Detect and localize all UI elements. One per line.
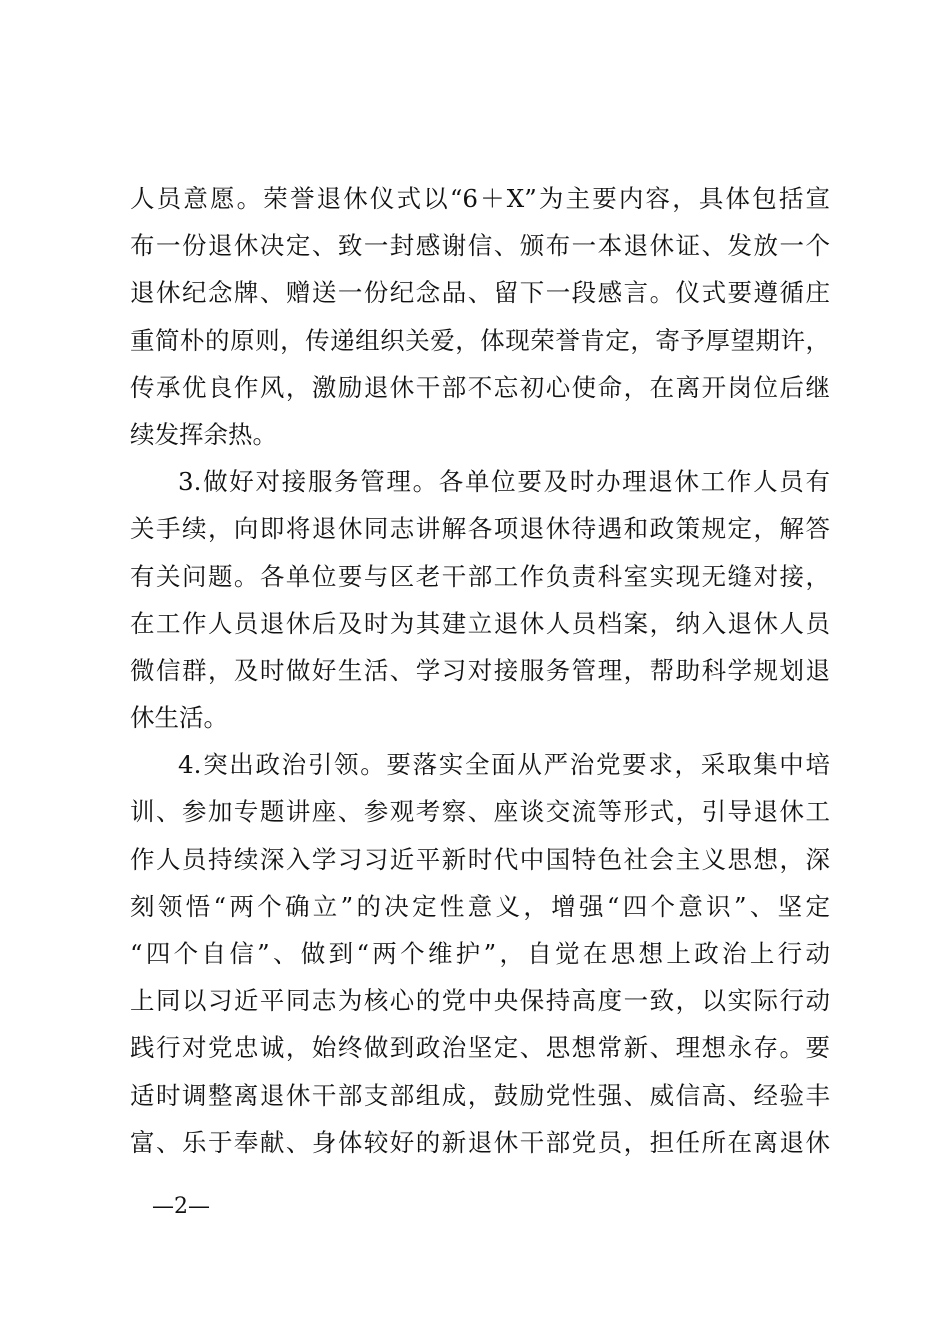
- text-line: 休生活。: [130, 703, 228, 733]
- text-line: 3.做好对接服务管理。各单位要及时办理退休工作人员有: [178, 467, 830, 497]
- text-line: 作人员持续深入学习习近平新时代中国特色社会主义思想，深: [130, 844, 830, 874]
- paragraph: [130, 741, 830, 1166]
- page-number: —2—: [152, 1194, 210, 1219]
- text-line: 关手续，向即将退休同志讲解各项退休待遇和政策规定，解答: [130, 514, 830, 544]
- text-line: 人员意愿。荣誉退休仪式以“6＋X”为主要内容，具体包括宣: [130, 184, 830, 213]
- text-line: 布一份退休决定、致一封感谢信、颁布一本退休证、发放一个: [130, 231, 830, 261]
- text-line: 微信群，及时做好生活、学习对接服务管理，帮助科学规划退: [130, 655, 830, 685]
- paragraph: [130, 175, 830, 458]
- text-line: 刻领悟“两个确立”的决定性意义，增强“四个意识”、坚定: [130, 891, 830, 921]
- text-line: 富、乐于奉献、身体较好的新退休干部党员，担任所在离退休: [130, 1127, 830, 1157]
- text-line: “四个自信”、做到“两个维护”，自觉在思想上政治上行动: [130, 939, 830, 968]
- text-line: 退休纪念牌、赠送一份纪念品、留下一段感言。仪式要遵循庄: [130, 278, 830, 308]
- text-line: 续发挥余热。: [130, 419, 277, 449]
- text-line: 适时调整离退休干部支部组成，鼓励党性强、威信高、经验丰: [130, 1080, 830, 1110]
- text-line: 有关问题。各单位要与区老干部工作负责科室实现无缝对接，: [130, 561, 830, 591]
- text-line: 践行对党忠诚，始终做到政治坚定、思想常新、理想永存。要: [130, 1033, 830, 1063]
- text-line: 传承优良作风，激励退休干部不忘初心使命，在离开岗位后继: [130, 372, 830, 402]
- body-text: [130, 175, 830, 1166]
- text-line: 4.突出政治引领。要落实全面从严治党要求，采取集中培: [178, 750, 830, 780]
- text-line: 训、参加专题讲座、参观考察、座谈交流等形式，引导退休工: [130, 797, 830, 827]
- paragraph: [130, 458, 830, 741]
- text-line: 上同以习近平同志为核心的党中央保持高度一致，以实际行动: [130, 986, 830, 1016]
- text-line: 在工作人员退休后及时为其建立退休人员档案，纳入退休人员: [130, 608, 830, 638]
- text-line: 重简朴的原则，传递组织关爱，体现荣誉肯定，寄予厚望期许，: [130, 325, 830, 355]
